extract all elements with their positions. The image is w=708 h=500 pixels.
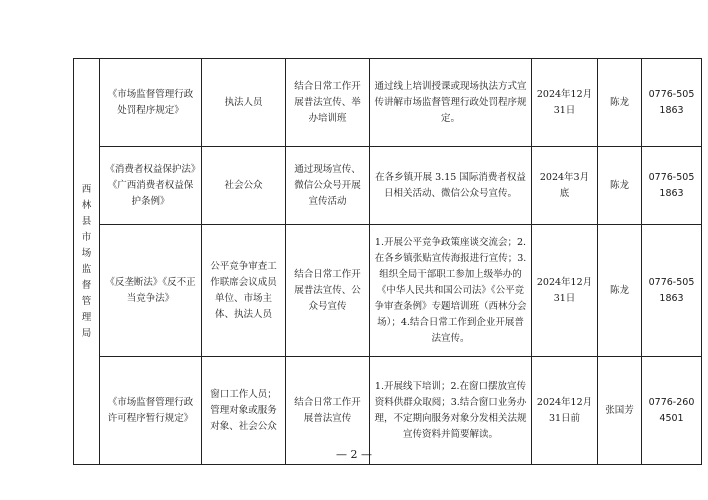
table-row [74,59,702,147]
target-cell: 窗口工作人员；管理对象或服务对象、社会公众 [202,357,286,465]
page-number: — 2 — [336,448,372,461]
phone-cell: 0776-5051863 [642,225,702,357]
law-cell: 《市场监督管理行政处罚程序规定》 [100,59,202,147]
method-cell: 结合日常工作开展普法宣传 [286,357,370,465]
method-cell: 结合日常工作开展普法宣传、举办培训班 [286,59,370,147]
content-cell: 通过线上培训授课或现场执法方式宣传讲解市场监督管理行政处罚程序规定。 [370,59,532,147]
law-cell: 《市场监督管理行政许可程序暂行规定》 [100,357,202,465]
phone-cell: 0776-2604501 [642,357,702,465]
deadline-cell: 2024年12月31日前 [532,357,598,465]
deadline-cell: 2024年12月31日 [532,59,598,147]
target-cell: 执法人员 [202,59,286,147]
content-cell: 1.开展公平竞争政策座谈交流会；2.在各乡镇张贴宣传海报进行宣传；3.组织全局干部职工参加上级举办的《中华人民共和国公司法》《公平竞争审查条例》专题培训班（西林分会场）；4.结合日常工作到企业开展普法宣传。 [370,225,532,357]
person-cell: 陈龙 [598,147,642,225]
target-cell: 社会公众 [202,147,286,225]
content-cell: 1.开展线下培训；2.在窗口摆放宣传资料供群众取阅；3.结合窗口业务办理，不定期向服务对象分发相关法规宣传资料并简要解读。 [370,357,532,465]
person-cell: 陈龙 [598,225,642,357]
content-cell: 在各乡镇开展 3.15 国际消费者权益日相关活动、微信公众号宣传。 [370,147,532,225]
department-cell: 西林县市场监督管理局 [74,59,100,465]
phone-cell: 0776-5051863 [642,147,702,225]
law-cell: 《反垄断法》《反不正当竞争法》 [100,225,202,357]
law-cell: 《消费者权益保护法》《广西消费者权益保护条例》 [100,147,202,225]
method-cell: 结合日常工作开展普法宣传、公众号宣传 [286,225,370,357]
target-cell: 公平竞争审查工作联席会议成员单位、市场主体、执法人员 [202,225,286,357]
method-cell: 通过现场宣传、微信公众号开展宣传活动 [286,147,370,225]
deadline-cell: 2024年3月底 [532,147,598,225]
phone-cell: 0776-5051863 [642,59,702,147]
person-cell: 张国芳 [598,357,642,465]
law-publicity-table [73,58,702,465]
table-row [74,225,702,357]
deadline-cell: 2024年12月31日 [532,225,598,357]
person-cell: 陈龙 [598,59,642,147]
table-row [74,147,702,225]
